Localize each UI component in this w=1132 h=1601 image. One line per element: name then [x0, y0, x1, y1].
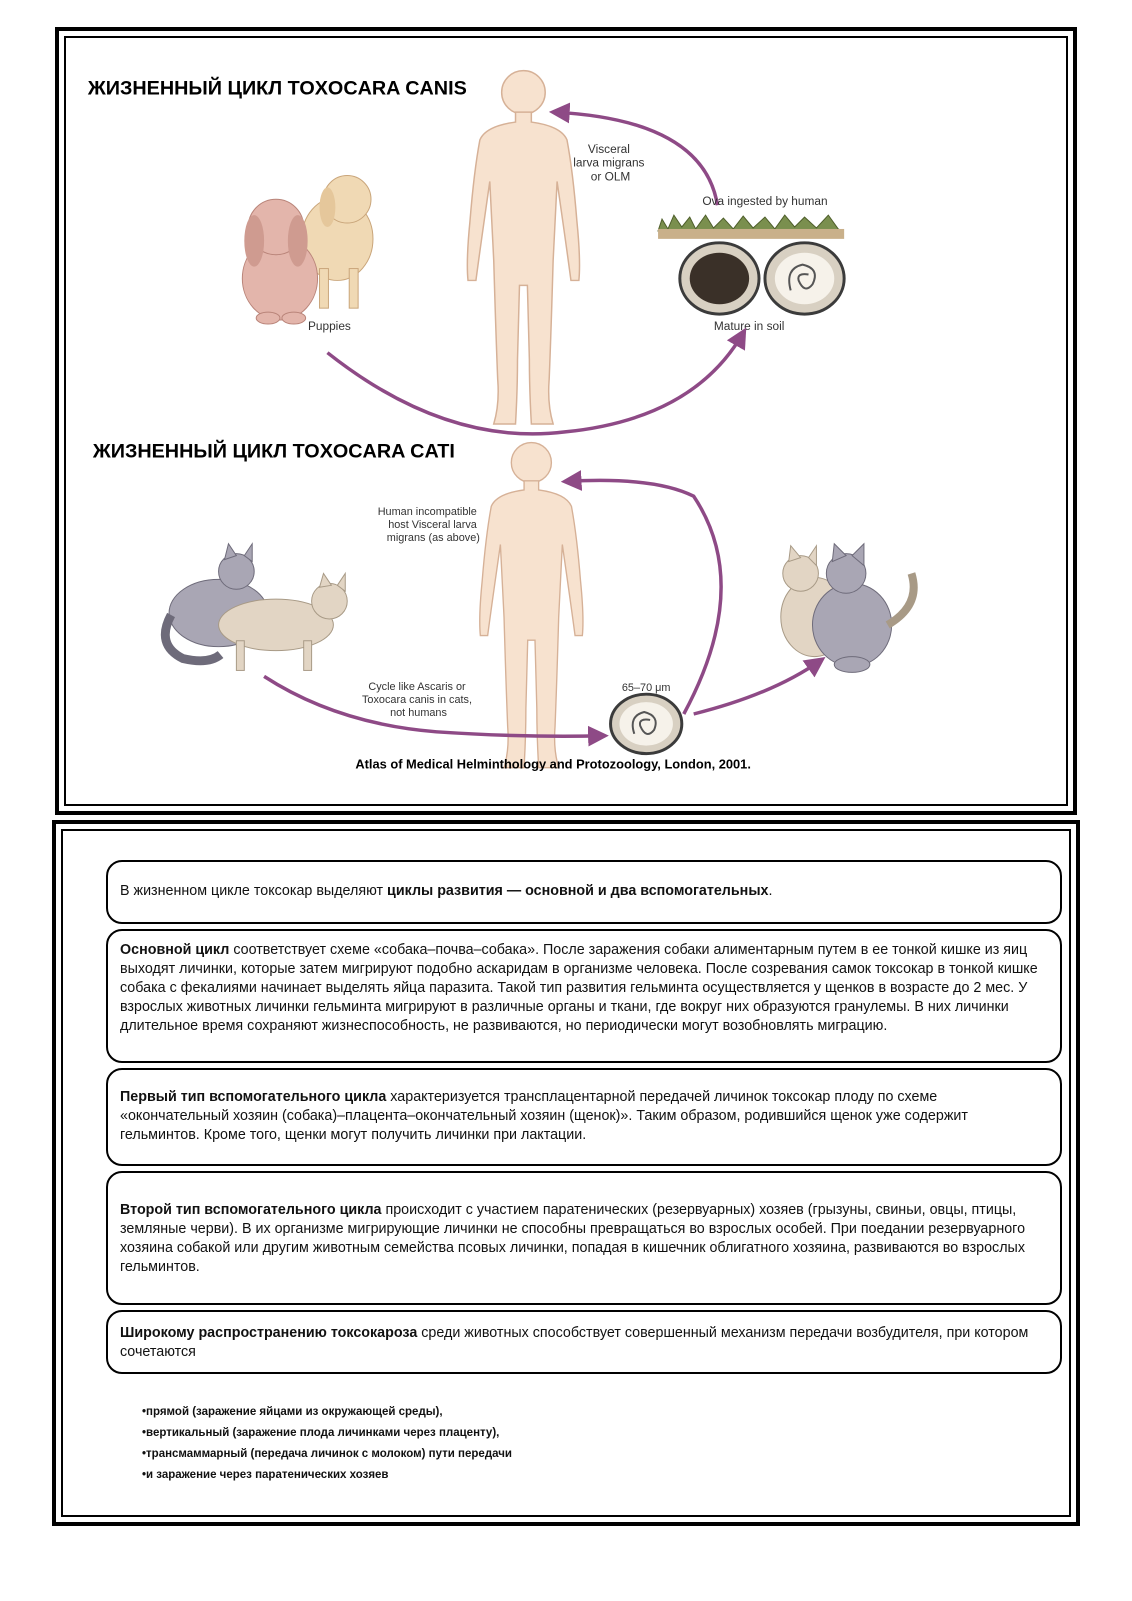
intro-text: В жизненном цикле токсокар выделяют	[120, 883, 388, 899]
spread-text: среди животных способствует совершенный механизм передачи возбудителя, при котором сочетаются	[120, 1325, 1029, 1360]
human-figure-icon-2	[480, 443, 583, 768]
spread-box	[106, 1310, 1062, 1374]
list-item: • и заражение через паратенических хозяев	[142, 1465, 512, 1486]
human-figure-icon	[467, 71, 579, 424]
label-ova-ingested: Ova ingested by human	[702, 194, 828, 209]
description-text-panel	[52, 820, 1080, 1526]
figure-citation: Atlas of Medical Helminthology and Protozoology, London, 2001.	[355, 756, 751, 772]
main-cycle-box	[106, 929, 1062, 1063]
cats-right-icon	[781, 544, 914, 673]
list-item: • трансмаммарный (передача личинок с молоком) пути передачи	[142, 1444, 512, 1465]
first-auxiliary-cycle-heading: Первый тип вспомогательного цикла	[120, 1089, 387, 1105]
label-puppies: Puppies	[307, 318, 351, 333]
puppies-icon	[242, 176, 373, 324]
second-auxiliary-cycle-box	[106, 1171, 1062, 1305]
title-toxocara-cati: ЖИЗНЕННЫЙ ЦИКЛ TOXOCARA CATI	[92, 440, 455, 463]
title-toxocara-canis: ЖИЗНЕННЫЙ ЦИКЛ TOXOCARA CANIS	[87, 77, 467, 100]
list-item: • вертикальный (заражение плода личинками через плаценту),	[142, 1423, 512, 1444]
first-auxiliary-cycle-box	[106, 1068, 1062, 1166]
label-visceral-larva-migrans: Visceral larva migrans or OLM	[573, 141, 645, 184]
arrow-egg-to-cats	[694, 661, 821, 714]
spread-heading: Широкому распространению токсокароза	[120, 1325, 418, 1341]
main-cycle-text: соответствует схеме «собака–почва–собака». После заражения собаки алиментарным путем в ее тонкой кишке из яиц выходят личинки, которые затем мигрируют подобно аскаридам в организме человека. После созревания самок токсокар в тонкой кишке собака с фекалиями начинает выделять яйца паразита. Такой тип развития гельминта осуществляется у щенков в возрасте до 2 мес. У взрослых животных личинки гельминта мигрируют в различные органы и ткани, где вокруг них образуются гранулемы. В них личинки длительное время сохраняют жизнеспособность, не развиваются, но периодически могут возобновлять миграцию.	[120, 942, 1038, 1034]
life-cycle-diagram	[59, 31, 1073, 811]
egg-embryonated-icon	[765, 243, 844, 314]
label-mature-in-soil: Mature in soil	[713, 318, 785, 333]
intro-text-end: .	[768, 883, 773, 899]
life-cycle-figure-panel	[55, 27, 1077, 815]
soil-icon	[658, 215, 844, 239]
label-cycle-like-ascaris: Cycle like Ascaris or Toxocara canis in cats, not humans	[361, 681, 473, 719]
egg-unembryonated-icon	[680, 243, 759, 314]
first-auxiliary-cycle-text: характеризуется трансплацентарной передачей личинок токсокар плоду по схеме «окончательный хозяин (собака)–плацента–окончательный хозяин (щенок)». Таким образом, родившийся щенок уже содержит гельминтов. Кроме того, щенки могут получить личинки при лактации.	[120, 1089, 968, 1143]
intro-bold-text: циклы развития — основной и два вспомогательных	[387, 883, 769, 899]
label-human-incompatible-host: Human incompatible host Visceral larva migrans (as above)	[377, 506, 480, 544]
main-cycle-heading: Основной цикл	[120, 942, 230, 958]
arrow-egg-to-human	[567, 480, 721, 714]
second-auxiliary-cycle-heading: Второй тип вспомогательного цикла	[120, 1202, 382, 1218]
label-egg-size: 65–70 μm	[621, 682, 671, 695]
list-item: • прямой (заражение яйцами из окружающей среды),	[142, 1402, 512, 1423]
transmission-routes-list	[142, 1402, 512, 1486]
egg-cati-icon	[611, 694, 682, 753]
intro-text-box	[106, 860, 1062, 924]
second-auxiliary-cycle-text: происходит с участием паратенических (резервуарных) хозяев (грызуны, свиньи, овцы, птицы, земляные черви). В их организме мигрирующие личинки не способны превращаться во взрослых особей. При поедании резервуарного хозяина собакой или другим животным семейства псовых личинки, попадая в кишечник облигатного хозяина, развиваются во взрослых гельминтов.	[120, 1202, 1026, 1275]
cats-left-icon	[165, 544, 347, 671]
